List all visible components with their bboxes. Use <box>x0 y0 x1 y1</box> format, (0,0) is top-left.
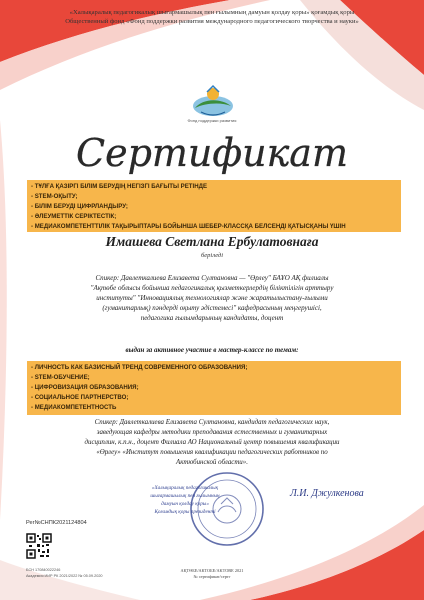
president-title <box>110 484 260 516</box>
footer-left-line: Академия ИИР РК 2021/2022 № 05.09.2020 <box>26 573 103 578</box>
stamp-text-line: «Халықаралық педагогикалық <box>151 485 219 491</box>
topic-kz-item: - ӘЛЕУМЕТТІК СЕРІКТЕСТІК; <box>31 213 117 220</box>
bottom-left-wave <box>0 560 140 600</box>
topic-ru-item: - ЦИФРОВИЗАЦИЯ ОБРАЗОВАНИЯ; <box>31 384 139 391</box>
speaker-line: «Өрлеу» «Институт повышения квалификации педагогических работников по <box>96 449 328 456</box>
topic-ru-item: - МЕДИАКОМПЕТЕНТНОСТЬ <box>31 404 117 411</box>
footer-legal-info <box>26 568 126 579</box>
issued-label: берiледі <box>200 252 224 259</box>
left-edge-wave <box>0 120 7 520</box>
registration-number: Рег№СНПК2021124804 <box>26 520 87 526</box>
description-line: "Ақтөбе облысы бойынша педагогикалық қызметкерлердің біліктілігін арттыру <box>90 284 334 292</box>
logo-caption: Фонд поддержки развития <box>187 118 237 123</box>
topic-kz-item: - ТҰЛҒА ҚАЗІРГІ БІЛІМ БЕРУДІҢ НЕГІЗГІ БАҒЫТЫ РЕТІНДЕ <box>31 183 208 190</box>
topics-kz-band <box>27 180 401 232</box>
topic-ru-item: - STEM-ОБУЧЕНИЕ; <box>31 374 90 381</box>
footer-center-line: № сертификат/сертг <box>193 574 231 579</box>
topic-kz-item: - БІЛІМ БЕРУДІ ЦИФРЛАНДЫРУ; <box>31 203 128 210</box>
footer-left-line: БСН 170840022246 <box>26 568 61 572</box>
description-line: институты" "Инновациялық технологиялар және жаратылыстану-ғылыми <box>96 294 328 302</box>
description-line: Спикер: Давлеткалиева Елизавета Султановна — "Өрлеу" БАҰО АҚ филиалы <box>95 274 329 282</box>
stamp-text-line: дамуын қолдау қоры» <box>161 501 209 507</box>
stamp-text-line: шығармашылық пен ғылымның <box>150 493 220 499</box>
description-line: (гуманитарлық) пәндерді оқыту әдістемесі" кафедрасының меңгерушісі, <box>102 304 322 312</box>
award-statement: выдан за активное участие в мастер-классе по темам: <box>125 346 299 354</box>
speaker-line: заведующая кафедры методики преподавания естественных и гуманитарных <box>96 429 328 436</box>
signature: Л.И. Джулкенова <box>290 488 364 499</box>
speaker-line: Актюбинской области». <box>176 459 248 466</box>
speaker-description-ru <box>14 418 410 468</box>
footer-center-line: АҚТӨБЕ/АКТОБЕ/AKTOBE 2021 <box>180 568 244 573</box>
speaker-line: Спикер: Давлеткалиева Елизавета Султановна, кандидат педагогических наук, <box>94 419 330 426</box>
certificate-title <box>40 112 384 190</box>
speaker-description-kz <box>14 273 410 323</box>
topic-ru-item: - СОЦИАЛЬНОЕ ПАРТНЕРСТВО; <box>31 394 129 401</box>
footer-place-year <box>150 568 274 580</box>
topic-kz-item: - STEM-ОҚЫТУ; <box>31 193 78 200</box>
recipient-name: Имашева Светлана Ербулатовнаға <box>105 234 319 249</box>
qr-code-icon <box>26 533 52 559</box>
speaker-line: дисциплин, к.п.н., доцент Филиала АО Национальный центр повышения квалификации <box>84 439 340 446</box>
certificate-title-text: Сертификат <box>76 131 348 175</box>
organization-name-kz: «Халықаралық педагогикалық шығармашылық пен ғылымның дамуын қолдау қоры» қоғамдық қоры <box>69 9 355 16</box>
stamp-text-line: Қоғамдық қоры президенті <box>154 509 216 515</box>
description-line: педагогика ғылымдарының кандидаты, доцент <box>140 314 284 322</box>
topic-kz-item: - МЕДИАКОМПЕТЕНТТІЛІК ТАҚЫРЫПТАРЫ БОЙЫНША ШЕБЕР-КЛАССҚА БЕЛСЕНДІ ҚАТЫСҚАНЫ ҮШІН <box>31 223 346 230</box>
topics-ru-band <box>27 361 401 415</box>
topic-ru-item: - ЛИЧНОСТЬ КАК БАЗИСНЫЙ ТРЕНД СОВРЕМЕННОГО ОБРАЗОВАНИЯ; <box>31 364 248 371</box>
organization-name-ru: Общественный фонд «Фонд поддержки развития международного педагогического творчества и науки» <box>65 18 359 25</box>
